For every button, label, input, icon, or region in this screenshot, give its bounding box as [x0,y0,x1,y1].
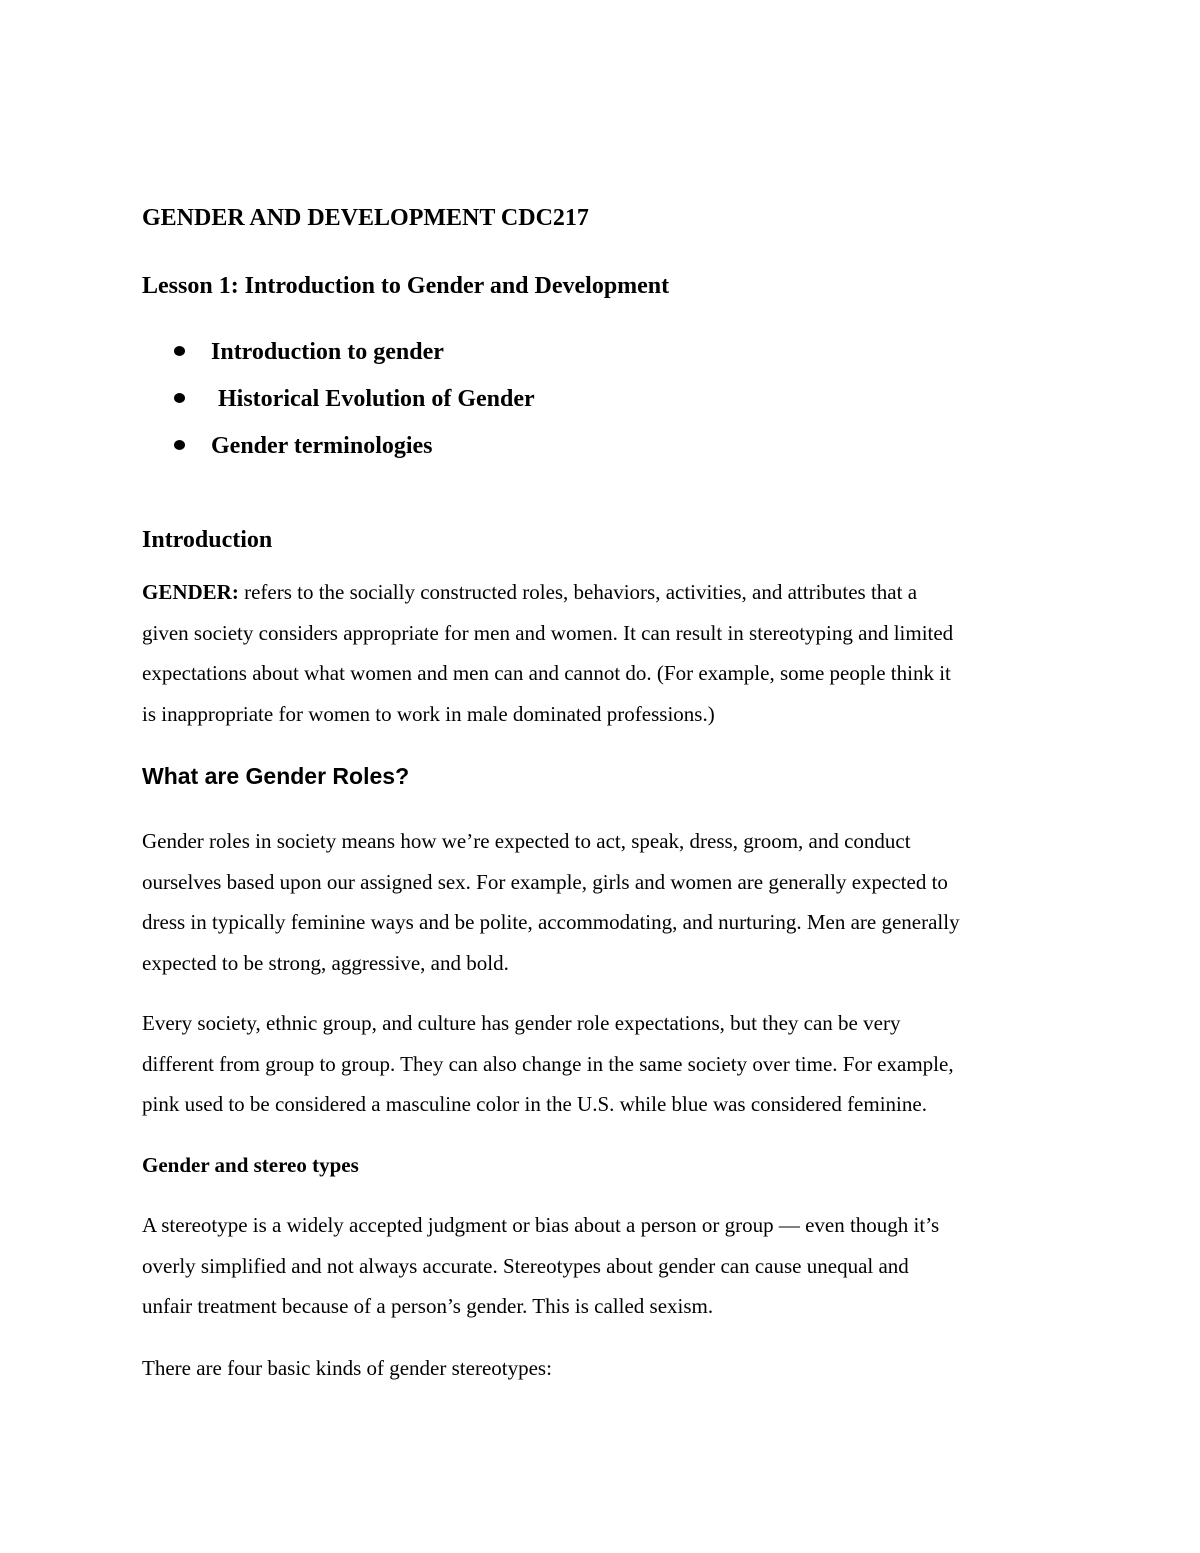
list-item-text: Introduction to gender [211,339,444,365]
paragraph-line: expectations about what women and men can and cannot do. (For example, some people think it [142,661,951,685]
paragraph-line: expected to be strong, aggressive, and bold. [142,950,509,975]
gender-roles-heading: What are Gender Roles? [142,763,410,789]
course-title: GENDER AND DEVELOPMENT CDC217 [142,205,589,231]
paragraph-line: overly simplified and not always accurate. Stereotypes about gender can cause unequal and [142,1253,909,1278]
list-item-text: Gender terminologies [211,433,433,459]
paragraph-line-text: refers to the socially constructed roles, behaviors, activities, and attributes that a [238,580,918,604]
gender-roles-paragraph-2 [142,1003,1072,1125]
introduction-heading: Introduction [142,527,273,553]
stereotypes-paragraph [142,1205,1072,1327]
gender-term: GENDER: [142,580,239,604]
paragraph-line: different from group to group. They can also change in the same society over time. For example, [142,1051,954,1076]
paragraph-line: Every society, ethnic group, and culture has gender role expectations, but they can be very [142,1011,901,1035]
paragraph-line: ourselves based upon our assigned sex. For example, girls and women are generally expected to [142,869,948,894]
list-item-text: Historical Evolution of Gender [218,386,535,412]
paragraph-line [142,572,1072,613]
paragraph-line: is inappropriate for women to work in male dominated professions.) [142,701,715,726]
gender-definition-paragraph [142,572,1072,734]
bullet-icon [174,346,185,356]
paragraph-line: pink used to be considered a masculine color in the U.S. while blue was considered feminine. [142,1092,927,1116]
paragraph-line: Gender roles in society means how we’re expected to act, speak, dress, groom, and conduct [142,829,911,853]
stereotypes-heading: Gender and stereo types [142,1153,359,1177]
paragraph-line: given society considers appropriate for men and women. It can result in stereotyping and limited [142,620,954,645]
gender-roles-paragraph-1 [142,821,1072,983]
paragraph-line: dress in typically feminine ways and be polite, accommodating, and nurturing. Men are generally [142,910,960,934]
paragraph-line: unfair treatment because of a person’s gender. This is called sexism. [142,1294,714,1318]
bullet-icon [174,393,185,403]
paragraph-line: A stereotype is a widely accepted judgment or bias about a person or group — even though it’s [142,1213,940,1237]
lesson-title: Lesson 1: Introduction to Gender and Development [142,273,670,299]
closing-line: There are four basic kinds of gender stereotypes: [142,1356,552,1380]
bullet-icon [174,440,185,450]
